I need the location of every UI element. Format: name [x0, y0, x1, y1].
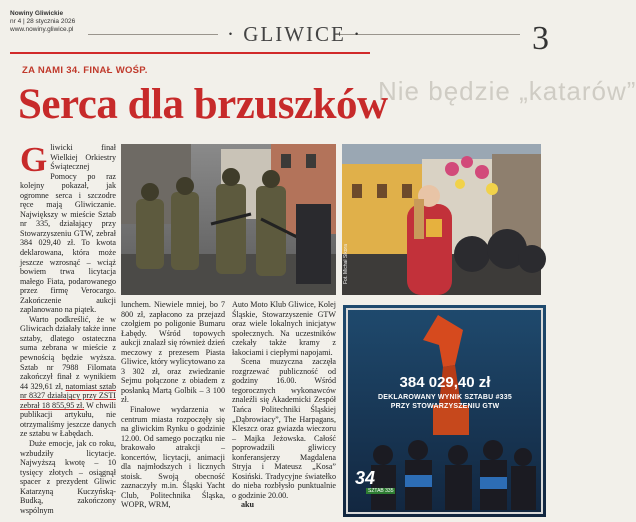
kicker-rule: [10, 52, 370, 54]
col1-paragraph-1: liwicki finał Wielkiej Orkiestry Świątecznej Pomocy po raz kolejny pokazał, jak ogromne serca i szczodre ręce mają Gliwiczanie. Największy w mieście Sztab nr 335, działający przy Stowarzyszeniu GTW, zebrał 384 029,40 zł. To kwota deklarowana, która może jeszcze wzrosnąć – wciąż bowiem trwa licytacja małego Fiata, podarowanego przez firmę Verocargo. Zakończenie aukcji zaplanowano na piątek.: [20, 143, 116, 315]
masthead-divider-right: [335, 34, 520, 35]
promo-line-2: PRZY STOWARZYSZENIU GTW: [390, 403, 500, 410]
promo-amount: 384 029,40 zł: [399, 374, 491, 391]
col2-paragraph-1: lunchem. Niewiele mniej, bo 7 800 zł, zapłacono za przejazd czołgiem po poligonie Bumaru Łabędy. Wśród topowych aukcji znalazł się również dzień meczowy z prezesem Piasta Gliwice, który wylicytowano za 3 302 zł, oraz zwiedzanie Sejmu połączone z obiadem z posłanką Martą Golbik – 3 100 zł.: [121, 300, 225, 405]
promo-badge: 34: [355, 468, 376, 488]
photo-soldiers: [121, 144, 336, 295]
section-name: GLIWICE: [243, 22, 346, 46]
promo-badge-sub: SZTAB 335: [368, 488, 394, 494]
photo-concert: [342, 144, 541, 295]
photo-credit: Fot. Michał Sikora: [343, 244, 349, 285]
masthead-brand: Nowiny Gliwickie: [10, 10, 64, 17]
masthead-divider-left: [88, 34, 218, 35]
article-kicker: ZA NAMI 34. FINAŁ WOŚP.: [22, 65, 148, 76]
section-title: · GLIWICE ·: [227, 22, 363, 46]
col3-paragraph-1: Auto Moto Klub Gliwice, Kolej Śląskie, Stowarzyszenie GTW oraz wiele lokalnych inicjatyw społecznych. Na uczestników czekały także kramy z łakociami i ciepłymi napojami.: [232, 300, 336, 357]
masthead-info: [10, 10, 75, 34]
promo-caption: [345, 393, 545, 411]
col1-paragraph-3: Duże emocje, jak co roku, wzbudziły licytacje. Najwyższą kwotę – 10 tysięcy złotych – osiągnął spacer z prezydent Gliwic Katarzyną Kuczyńską-Budką, zakończony wspólnym: [20, 438, 116, 515]
page-number: 3: [532, 20, 549, 57]
col1-paragraph-2a: Warto podkreślić, że w Gliwicach działały także inne sztaby, dlatego ostateczna suma zebrana w mieście z pewnością będzie wyższa. Sztab nr 7988 Filomata zakończył finał z wynikiem 44 329,61 zł,: [20, 314, 116, 391]
promo-line-1: DEKLAROWANY WYNIK SZTABU #335: [378, 394, 512, 401]
dropcap: G: [20, 140, 48, 179]
article-column-1: [20, 140, 117, 515]
masthead-issue: nr 4 | 28 stycznia 2026: [10, 18, 76, 25]
col1-paragraph-2b: natomiast sztab nr 8327 działający przy ZSTI zebrał 18 855,95 zł.: [20, 381, 117, 410]
article-column-3: [232, 300, 336, 510]
col3-paragraph-2: Scena muzyczna zaczęła rozgrzewać publiczność od godziny 16.00. Wśród tegorocznych wykonawców znaleźli się Akademicki Zespół Tańca Politechniki Śląskiej „Dąbrowiacy”, The Harpagans, Kleszcz oraz gwiazda wieczoru – Majka Jeżowska. Całość poprowadzili gliwiccy konferansjerzy Magdalena Stryja i Mateusz „Kosa” Kosiński. Tradycyjne światełko do nieba rozbłysło punktualnie o godzinie 20.00.: [232, 357, 336, 500]
col2-paragraph-2: Finałowe wydarzenia w centrum miasta rozpoczęły się na gliwickim Rynku o godzinie 12.00. Od samego początku nie brakowało atrakcji – koncertów, licytacji, animacji dla najmłodszych i licznych stoisk. Swoją obecność zaznaczyły m.in. Śląski Yacht Club, Politechnika Śląska, WOPR, WRM,: [121, 405, 225, 510]
col1-paragraph-2c: W chwili publikacji artykułu, nie otrzymaliśmy jeszcze danych ze sztabu w Łabędach.: [20, 400, 116, 439]
article-headline: Serca dla brzuszków: [18, 81, 388, 128]
article-column-2: [121, 300, 225, 510]
ghost-headline: Nie będzie „katarów”: [378, 76, 636, 106]
masthead-url: www.nowiny.gliwice.pl: [10, 26, 74, 33]
col3-signature: aku: [241, 500, 255, 510]
